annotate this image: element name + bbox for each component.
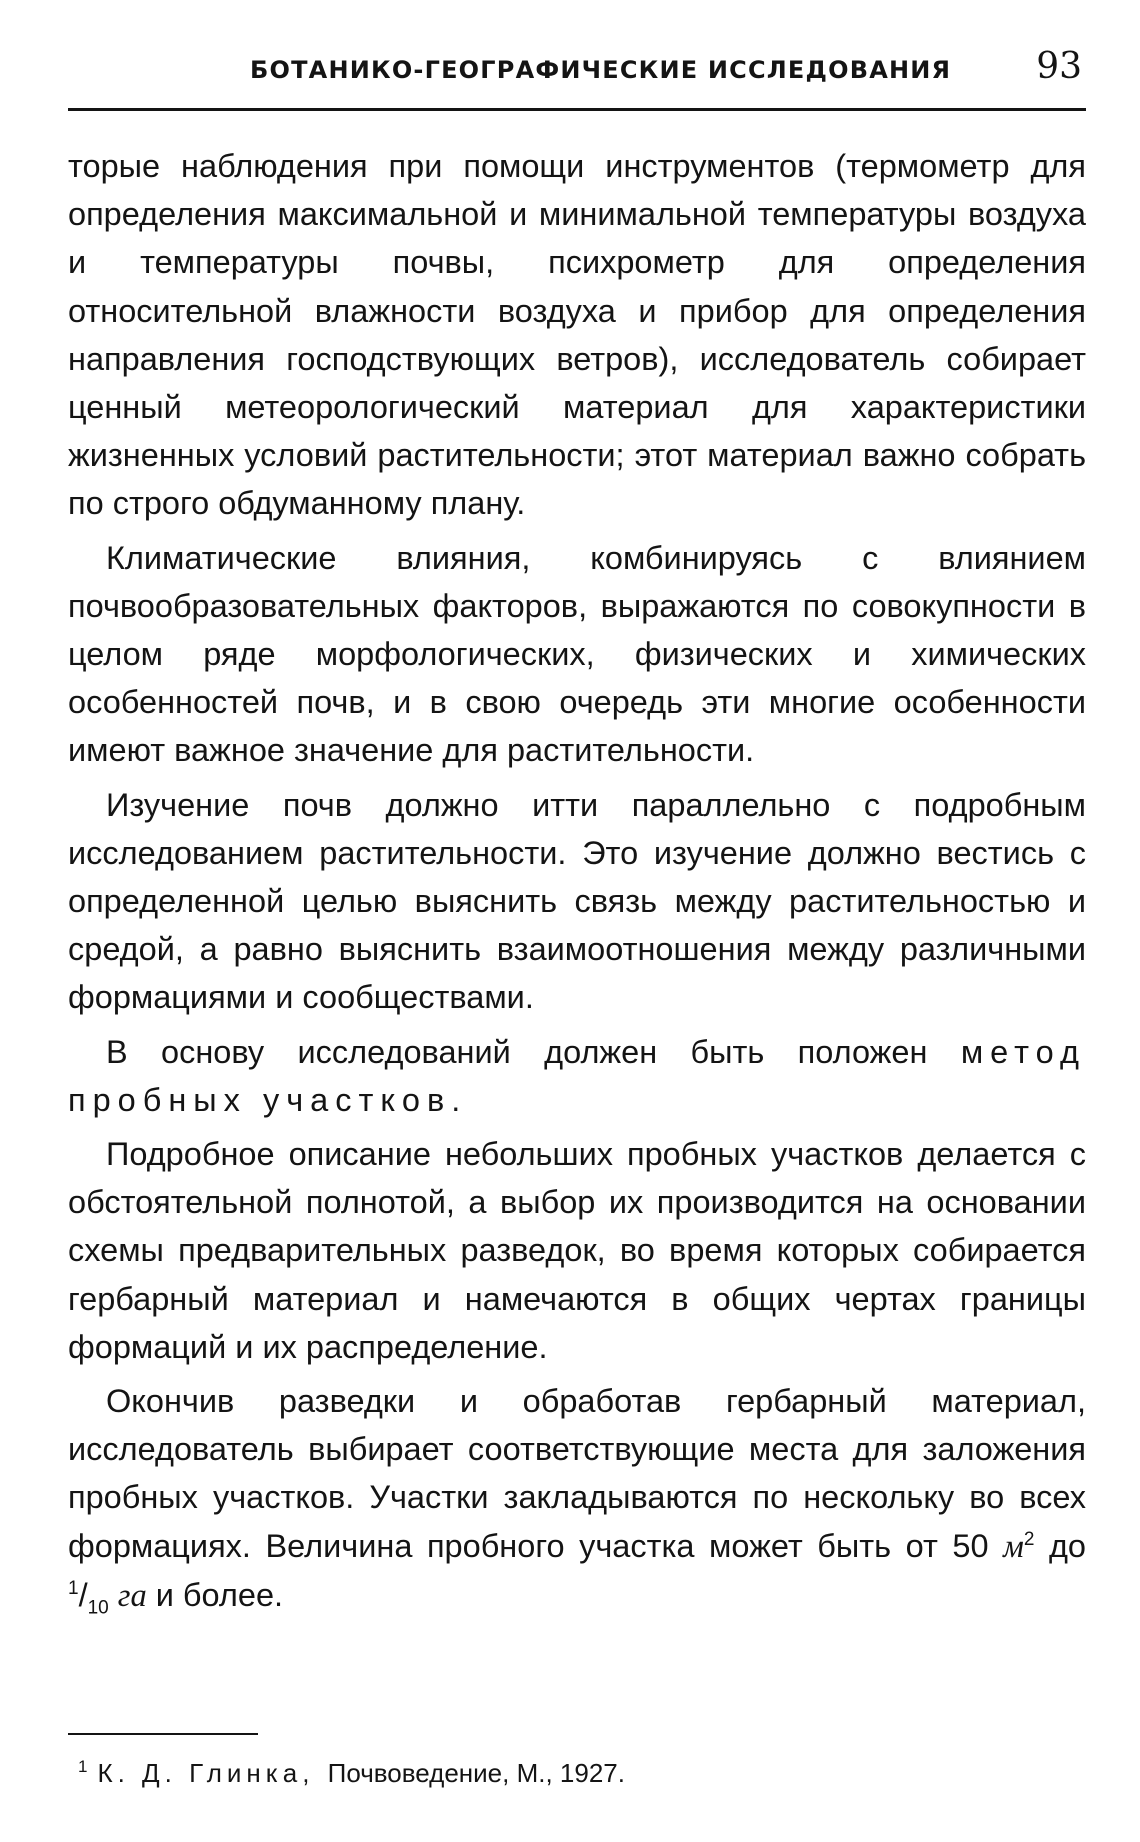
page-number: 93 [1036,46,1082,87]
paragraph-4-text: В основу исследований должен быть положен [106,1033,928,1070]
footnote-rule [68,1733,258,1735]
paragraph-6-end: и более. [155,1576,284,1613]
paragraph-3: Изучение почв должно итти параллельно с подробным исследованием растительности. Это изучение должно вестись с определенной целью выяснить связь между растительностью и средой, а равно выяснить взаимоотношения между различными формациями и сообществами. [68,786,1086,1016]
fraction-denominator: 10 [87,1597,109,1619]
method-term: метод пробных участков [68,1033,1086,1118]
footnote-title: Почвоведение, М., 1927. [327,1758,625,1788]
paragraph-4 [68,1028,1086,1124]
running-title: БОТАНИКО-ГЕОГРАФИЧЕСКИЕ ИССЛЕДОВАНИЯ [250,56,952,84]
body-text [68,142,1086,1620]
paragraph-6-text: Окончив разведки и обработав гербарный материал, исследователь выбирает соответствующие места для заложения пробных участков. Участки закладываются по нескольку во всех формациях. Величина пробного участка может быть от 50 [68,1383,1086,1564]
paragraph-4-end: . [451,1081,461,1118]
header-rule [68,108,1086,111]
paragraph-1: торые наблюдения при помощи инструментов (термометр для определения максимальной и минимальной температуры воздуха и температуры почвы, психрометр для определения относительной влажности воздуха и прибор для определения направления господствующих ветров), исследователь собирает ценный метеорологический материал для характеристики жизненных условий растительности; этот материал важно собрать по строго обдуманному плану. [68,148,1086,522]
unit-exponent: 2 [1023,1528,1035,1550]
fraction-slash: / [78,1576,88,1613]
fraction-numerator: 1 [68,1578,79,1600]
unit-hectare: га [117,1577,147,1614]
footnote [68,1756,1086,1790]
footnote-author: К. Д. Глинка, [97,1758,315,1788]
paragraph-6 [68,1377,1086,1620]
unit-square-meter: м [1003,1528,1024,1565]
running-head [72,46,1086,106]
word-to: до [1048,1527,1086,1564]
paragraph-2: Климатические влияния, комбинируясь с влиянием почвообразовательных факторов, выражаются по совокупности в целом ряде морфологических, физических и химических особенностей почв, и в свою очередь эти многие особенности имеют важное значение для растительности. [68,539,1086,769]
footnote-marker: 1 [78,1757,88,1777]
paragraph-5: Подробное описание небольших пробных участков делается с обстоятельной полнотой, а выбор их производится на основании схемы предварительных разведок, во время которых собирается гербарный материал и намечаются в общих чертах границы формаций и их распределение. [68,1136,1086,1365]
